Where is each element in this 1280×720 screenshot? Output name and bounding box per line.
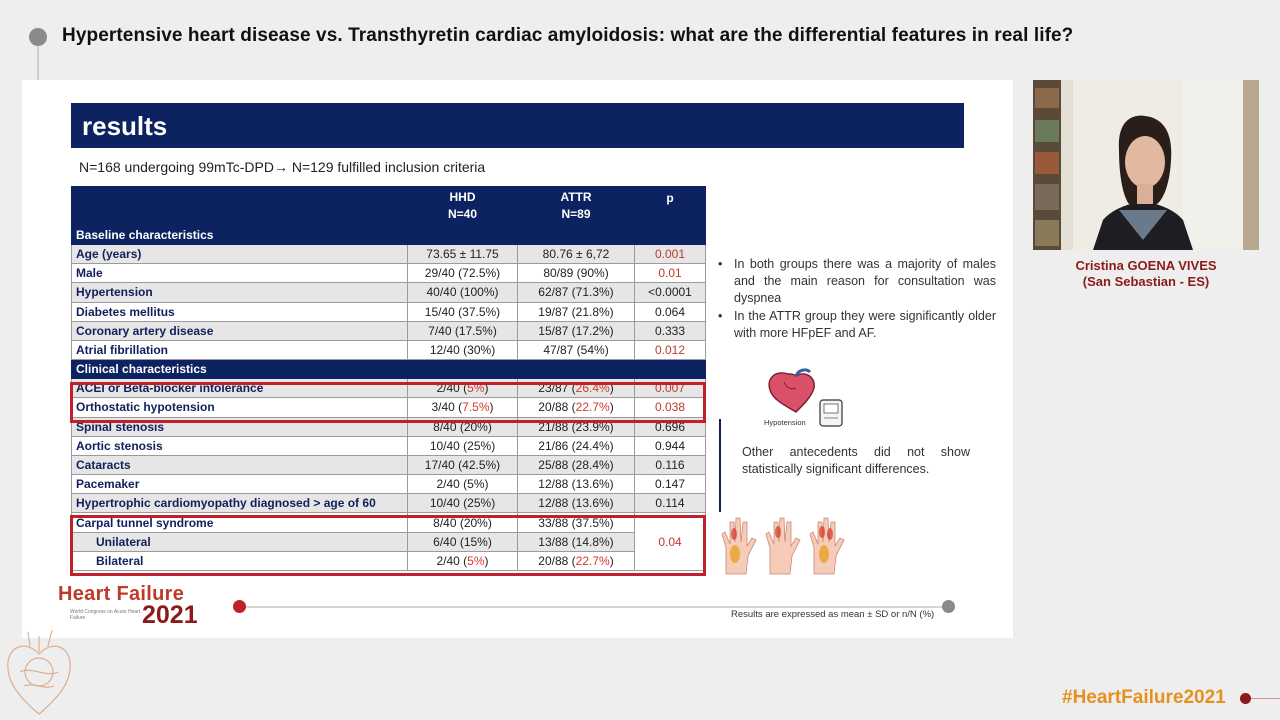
antecedents-note: Other antecedents did not show statistically significant differences. xyxy=(742,445,970,476)
talk-title: Hypertensive heart disease vs. Transthyretin cardiac amyloidosis: what are the differential features in real life? xyxy=(62,25,1074,46)
table-row: Male 29/40 (72.5%) 80/89 (90%) 0.01 xyxy=(72,264,706,283)
speaker-name: Cristina GOENA VIVES xyxy=(1075,258,1217,273)
title-marker-line xyxy=(37,46,39,80)
table-row: Spinal stenosis 8/40 (20%) 21/88 (23.9%) 0.696 xyxy=(72,417,706,436)
findings-bullets xyxy=(716,256,996,343)
header-hhd: HHD N=40 xyxy=(408,187,518,226)
table-row: Carpal tunnel syndrome 8/40 (20%) 33/88 (37.5%) 0.04 xyxy=(72,513,706,532)
slide-progress-track xyxy=(239,606,949,608)
title-marker-dot xyxy=(29,28,47,46)
highlight-box-intolerance xyxy=(70,382,706,423)
slide-progress-start xyxy=(233,600,246,613)
hashtag-line xyxy=(1251,698,1280,699)
table-row: Orthostatic hypotension 3/40 (7.5%) 20/88 (22.7%) 0.038 xyxy=(72,398,706,417)
section-baseline: Baseline characteristics xyxy=(72,226,706,245)
section-clinical: Clinical characteristics xyxy=(72,360,706,379)
header-blank xyxy=(72,187,408,226)
table-header-row xyxy=(72,187,706,226)
bullet-item: • In the ATTR group they were significantly older with more HFpEF and AF. xyxy=(716,308,996,342)
table-row: Cataracts 17/40 (42.5%) 25/88 (28.4%) 0.116 xyxy=(72,455,706,474)
slide-heading: results xyxy=(82,111,168,141)
header-p: p xyxy=(635,187,706,226)
slide-heading-bar xyxy=(71,103,964,148)
table-row: Unilateral 6/40 (15%) 13/88 (14.8%) xyxy=(72,532,706,551)
speaker-video-frame xyxy=(1033,80,1259,250)
slide-progress-end xyxy=(942,600,955,613)
hypotension-heart-icon xyxy=(762,368,854,434)
presentation-slide xyxy=(22,80,1013,638)
hashtag-dot xyxy=(1240,693,1251,704)
table-row: Aortic stenosis 10/40 (25%) 21/86 (24.4%) 0.944 xyxy=(72,436,706,455)
event-hashtag: #HeartFailure2021 xyxy=(1062,687,1226,708)
table-row: Hypertension 40/40 (100%) 62/87 (71.3%) <0.0001 xyxy=(72,283,706,302)
speaker-caption xyxy=(1030,258,1262,290)
table-row: Hypertrophic cardiomyopathy diagnosed > age of 60 10/40 (25%) 12/88 (13.6%) 0.114 xyxy=(72,494,706,513)
hands-carpal-icon xyxy=(720,512,856,576)
table-row: Bilateral 2/40 (5%) 20/88 (22.7%) xyxy=(72,551,706,570)
highlight-box-carpal xyxy=(70,515,706,576)
results-table xyxy=(71,186,706,571)
speaker-video xyxy=(1033,80,1259,250)
inclusion-count: N=168 undergoing 99mTc-DPD→ N=129 fulfilled inclusion criteria xyxy=(79,159,486,175)
heart-failure-2021-logo: Heart Failure World Congress on Acute Heart Failure 2021 xyxy=(58,583,198,629)
table-row: Age (years) 73.65 ± 11.75 80.76 ± 6,72 0.001 xyxy=(72,245,706,264)
table-row: Atrial fibrillation 12/40 (30%) 47/87 (54%) 0.012 xyxy=(72,340,706,359)
table-row: ACEI or Beta-blocker intolerance 2/40 (5%) 23/87 (26.4%) 0.007 xyxy=(72,379,706,398)
speaker-location: (San Sebastian - ES) xyxy=(1082,274,1210,289)
congress-heart-emblem xyxy=(0,626,78,718)
header-attr: ATTR N=89 xyxy=(518,187,635,226)
bullet-item: • In both groups there was a majority of males and the main reason for consultation was dyspnea xyxy=(716,256,996,307)
hypotension-label: Hypotension xyxy=(764,418,806,427)
antecedents-divider xyxy=(719,419,721,512)
table-row: Pacemaker 2/40 (5%) 12/88 (13.6%) 0.147 xyxy=(72,475,706,494)
table-row: Coronary artery disease 7/40 (17.5%) 15/87 (17.2%) 0.333 xyxy=(72,321,706,340)
table-footnote: Results are expressed as mean ± SD or n/N (%) xyxy=(731,609,935,620)
table-row: Diabetes mellitus 15/40 (37.5%) 19/87 (21.8%) 0.064 xyxy=(72,302,706,321)
